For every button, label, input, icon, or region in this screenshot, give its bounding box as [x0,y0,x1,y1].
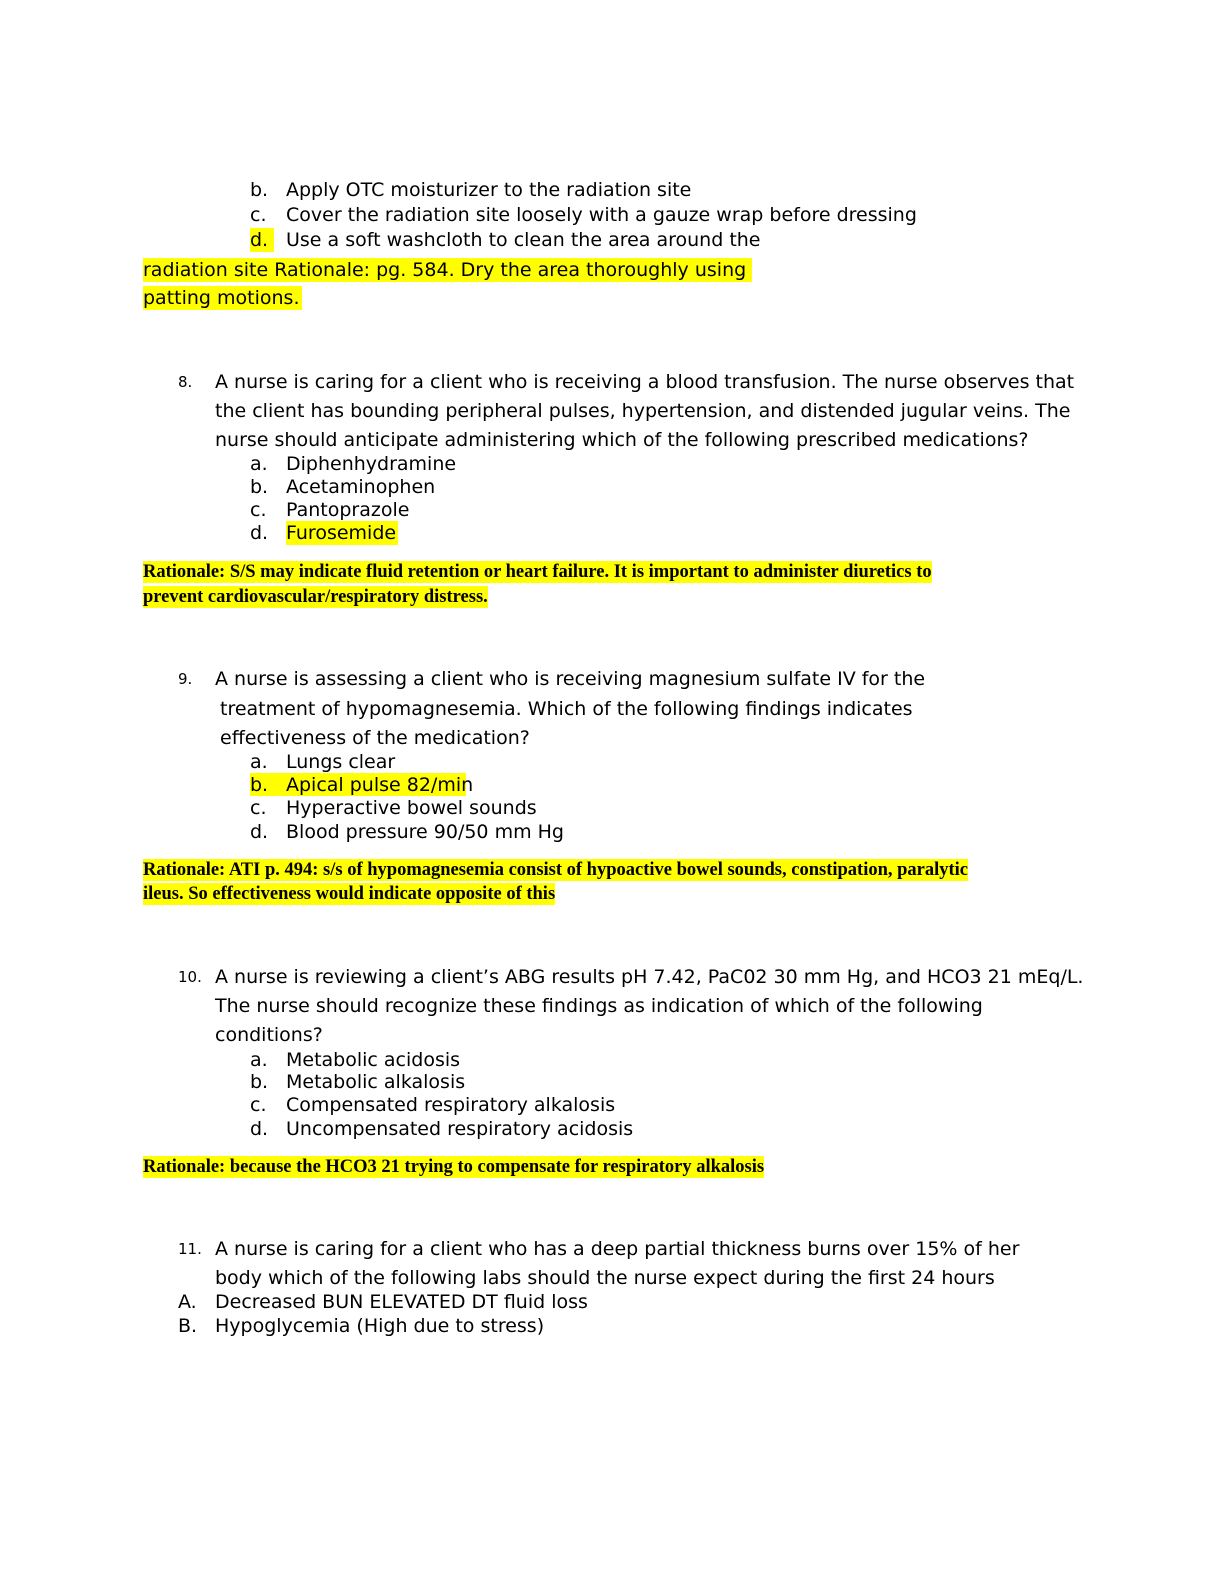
question-stem-line: A nurse is caring for a client who is receiving a blood transfusion. The nurse observes that [215,371,1075,393]
rationale-q7-line1: radiation site Rationale: pg. 584. Dry the area thoroughly using [143,258,752,282]
question-number: 10. [178,968,202,986]
question-stem-line: A nurse is caring for a client who has a deep partial thickness burns over 15% of her [215,1238,1020,1260]
question-stem-line: body which of the following labs should the nurse expect during the first 24 hours [215,1267,995,1289]
question-stem-line: A nurse is reviewing a client’s ABG results pH 7.42, PaC02 30 mm Hg, and HCO3 21 mEq/L. [215,966,1084,988]
rationale-q8-line2: prevent cardiovascular/respiratory distress. [143,587,488,607]
rationale-q10: Rationale: because the HCO3 21 trying to compensate for respiratory alkalosis [143,1157,765,1177]
document-page: b. Apply OTC moisturizer to the radiation site c. Cover the radiation site loosely with a gauze wrap before dressing d. Use a soft washcloth to clean the area around the radiation site Rationale: pg. 584. Dry the area thoroughly using patting motions. 8. A nurse is caring for a client who is receiving a blood transfusion. The nurse observes that the client has bounding peripheral pulses, hypertension, and distended jugular veins. The nurse should anticipate administering which of the following prescribed medications? a. Diphenhydramine b. Acetaminophen c. Pantoprazole d. Furosemide Rationale: S/S may indicate fluid retention or heart failure. It is important to administer diuretics to prevent cardiovascular/respiratory distress. 9. A nurse is assessing a client who is receiving magnesium sulfate IV for the treatment of hypomagnesemia. Which of the following findings indicates effectiveness of the medication? a. Lungs clear b. Apical pulse 82/min c. Hyperactive bowel sounds d. Blood pressure 90/50 mm Hg Rationale: ATI p. 494: s/s of hypomagnesemia consist of hypoactive bowel sounds, constipation, paralytic ileus. So effectiveness would indicate opposite of this 10. A nurse is reviewing a client’s ABG results pH 7.42, PaC02 30 mm Hg, and HCO3 21 mEq/L. The nurse should recognize these findings as indication of which of the following conditions? a. Metabolic acidosis b. Metabolic alkalosis c. Compensated respiratory alkalosis d. Uncompensated respiratory acidosis Rationale: because the HCO3 21 trying to compensate for respiratory alkalosis 11. A nurse is caring for a client who has a deep partial thickness burns over 15% of her body which of the following labs should the nurse expect during the first 24 hours A. Decreased BUN ELEVATED DT fluid loss B. Hypoglycemia (High due to stress) [143,179,1084,1337]
option-b-answer: b. Apical pulse 82/min [250,774,474,796]
question-stem-line: the client has bounding peripheral pulses, hypertension, and distended jugular veins. The [215,400,1071,422]
question-stem-line: nurse should anticipate administering which of the following prescribed medications? [215,429,1029,451]
question-stem-line: A nurse is assessing a client who is receiving magnesium sulfate IV for the [215,668,926,690]
question-stem-line: treatment of hypomagnesemia. Which of the following findings indicates [220,698,913,720]
question-number: 8. [178,373,193,391]
rationale-q9-line2: ileus. So effectiveness would indicate opposite of this [143,884,556,904]
question-number: 11. [178,1240,202,1258]
rationale-q7-line2: patting motions. [143,287,300,309]
rationale-q9-line1: Rationale: ATI p. 494: s/s of hypomagnesemia consist of hypoactive bowel sounds, constipation, paralytic [143,860,969,880]
rationale-q8-line1: Rationale: S/S may indicate fluid retention or heart failure. It is important to administer diuretics to [143,562,932,582]
question-stem-line: The nurse should recognize these findings as indication of which of the following [215,995,983,1017]
question-stem-line: conditions? [215,1024,323,1046]
question-number: 9. [178,670,193,688]
question-stem-line: effectiveness of the medication? [220,727,530,749]
